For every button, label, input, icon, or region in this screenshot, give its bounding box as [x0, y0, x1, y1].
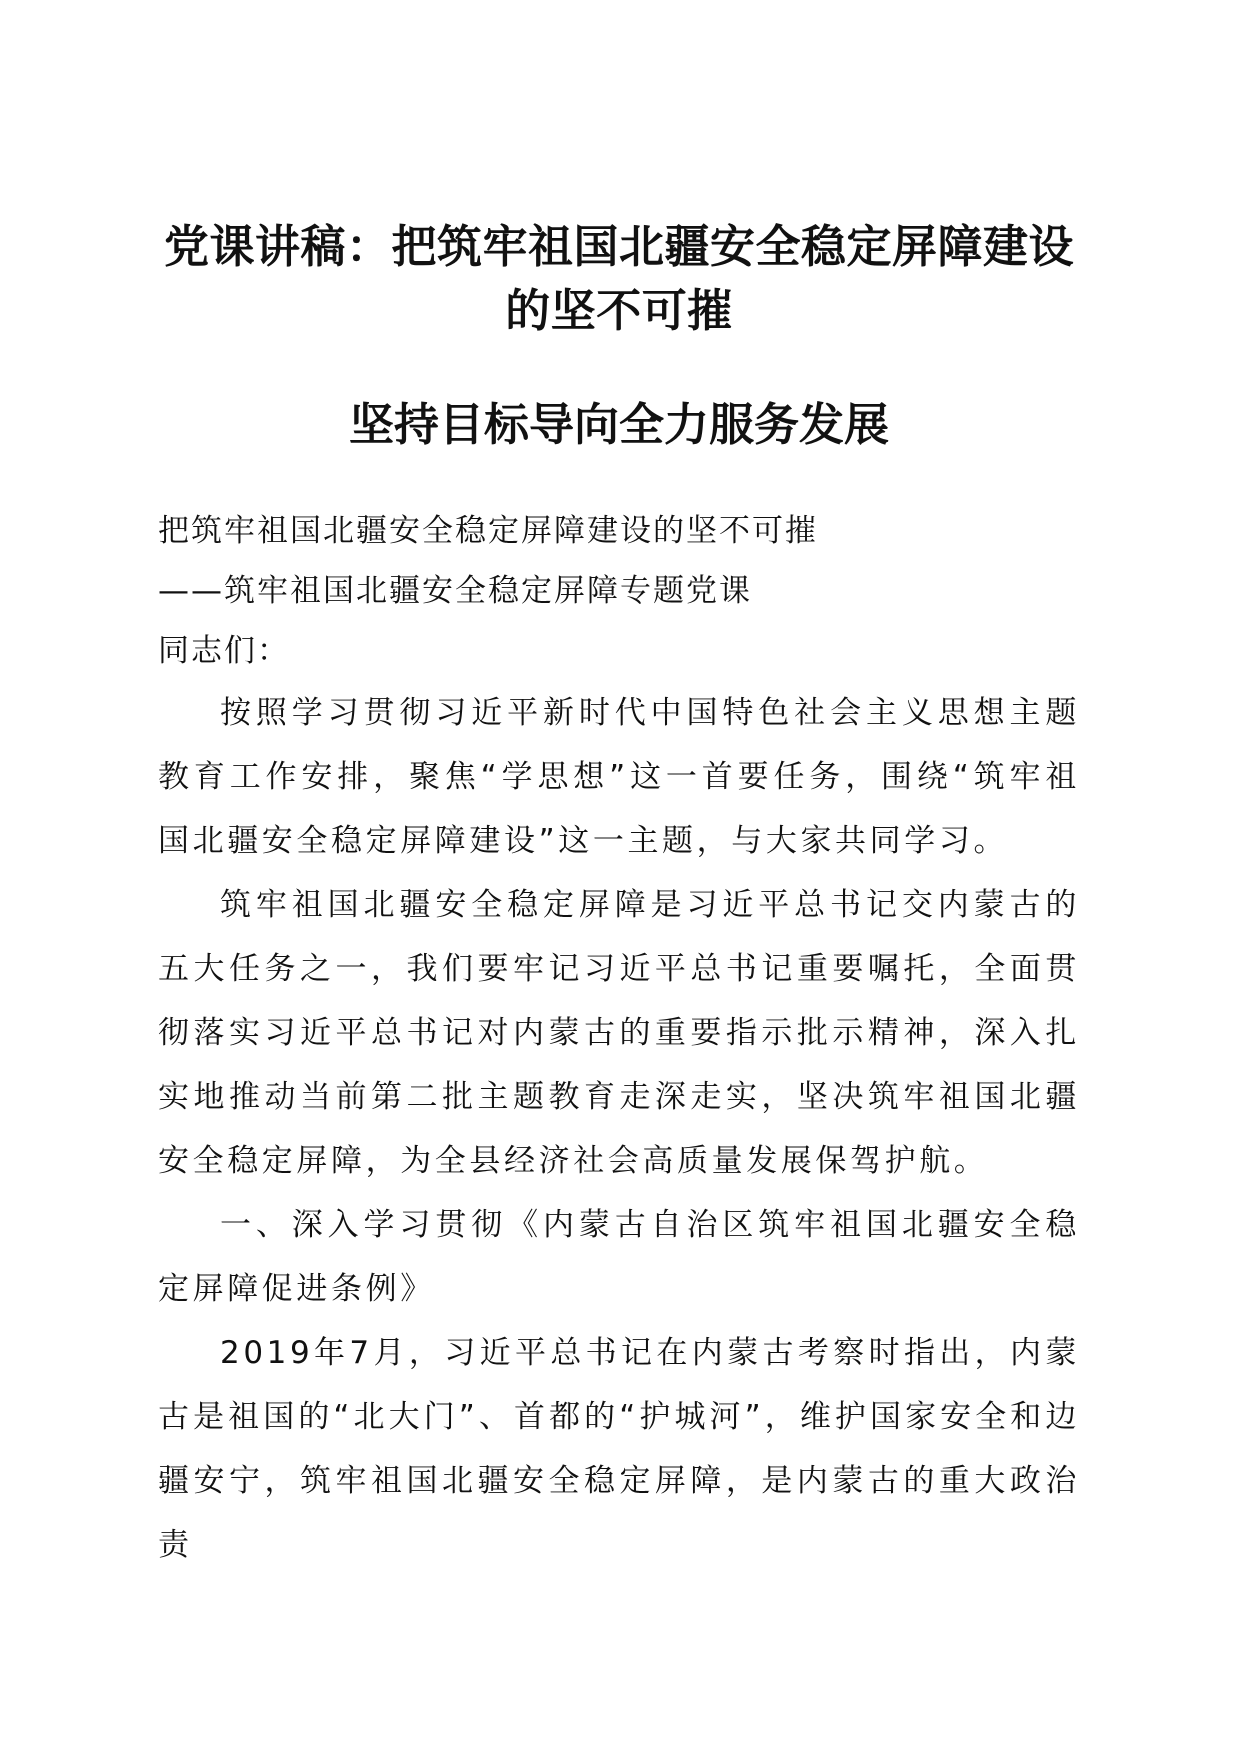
document-title: 党课讲稿：把筑牢祖国北疆安全稳定屏障建设的坚不可摧: [163, 220, 1074, 337]
body-paragraph: 筑牢祖国北疆安全稳定屏障是习近平总书记交内蒙古的五大任务之一，我们要牢记习近平总书记重要嘱托，全面贯彻落实习近平总书记对内蒙古的重要指示批示精神，深入扎实地推动当前第二批主题教育走深走实，坚决筑牢祖国北疆安全稳定屏障，为全县经济社会高质量发展保驾护航。: [158, 887, 1080, 1179]
topic-subline: ——筑牢祖国北疆安全稳定屏障专题党课: [158, 573, 752, 609]
salutation: 同志们：: [158, 633, 290, 669]
document-body: [158, 215, 1080, 1577]
section-heading: 一、深入学习贯彻《内蒙古自治区筑牢祖国北疆安全稳定屏障促进条例》: [158, 1207, 1080, 1307]
section-paragraph: 2019年7月，习近平总书记在内蒙古考察时指出，内蒙古是祖国的“北大门”、首都的“护城河”，维护国家安全和边疆安宁，筑牢祖国北疆安全稳定屏障，是内蒙古的重大政治责: [158, 1335, 1080, 1563]
document-subtitle: 坚持目标导向全力服务发展: [348, 398, 889, 451]
body-paragraph: 按照学习贯彻习近平新时代中国特色社会主义思想主题教育工作安排，聚焦“学思想”这一首要任务，围绕“筑牢祖国北疆安全稳定屏障建设”这一主题，与大家共同学习。: [158, 695, 1080, 859]
topic-line: 把筑牢祖国北疆安全稳定屏障建设的坚不可摧: [158, 513, 818, 549]
